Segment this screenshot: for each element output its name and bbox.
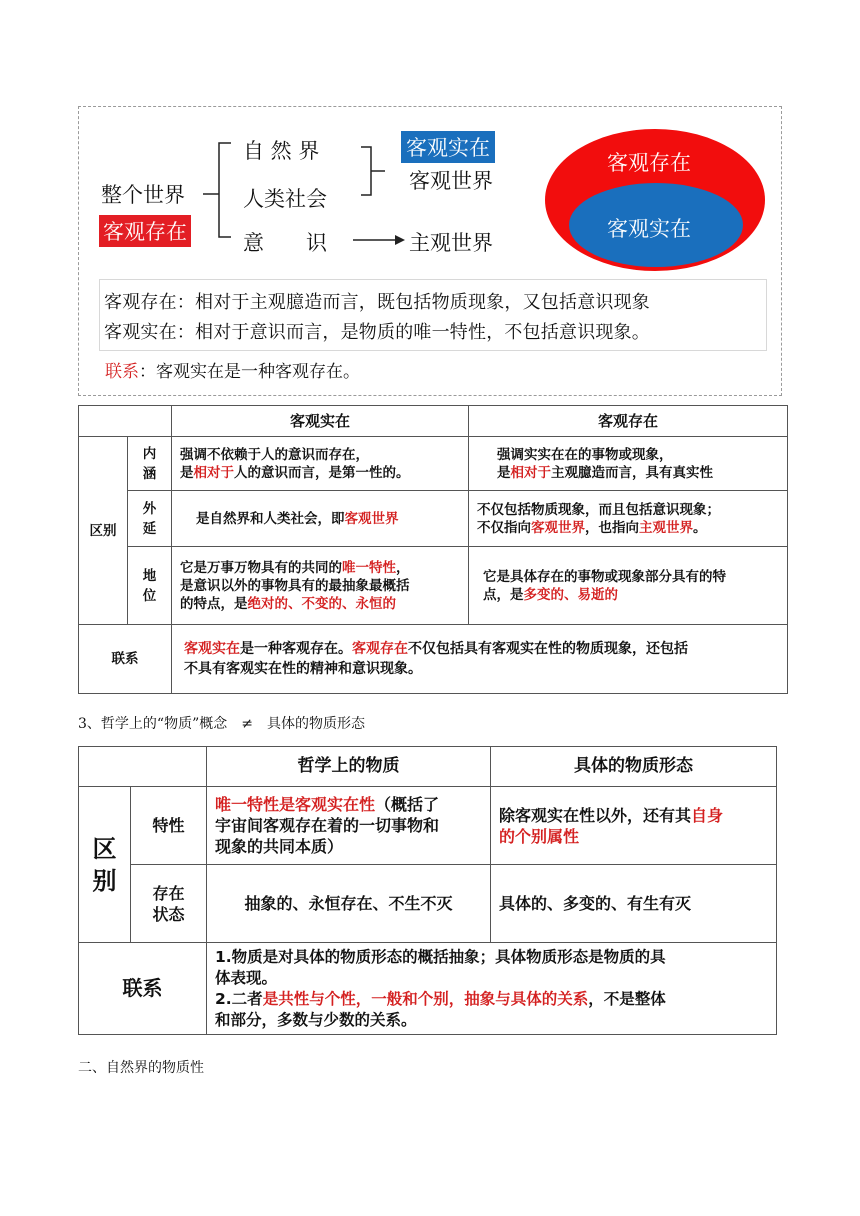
table2-group-label: 区别 <box>79 787 131 943</box>
definition-existence: 客观存在：相对于主观臆造而言，既包括物质现象，又包括意识现象 <box>104 292 650 313</box>
table1-row-label-extension: 外延 <box>128 491 172 547</box>
nature-label: 自 然 界 <box>243 139 320 163</box>
table2-philosophy-state: 抽象的、永恒存在、不生不灭 <box>207 865 491 943</box>
objective-existence-tag: 客观存在 <box>99 215 191 247</box>
whole-world-label: 整个世界 <box>101 183 185 207</box>
table2-header-philosophy: 哲学上的物质 <box>207 747 491 787</box>
table1-link-text: 客观实在是一种客观存在。客观存在不仅包括具有客观实在性的物质现象，还包括 不具有客观实在性的精神和意识现象。 <box>172 625 788 694</box>
table2-philosophy-property: 唯一特性是客观实在性（概括了 宇宙间客观存在着的一切事物和 现象的共同本质） <box>207 787 491 865</box>
human-society-label: 人类社会 <box>243 187 327 211</box>
table1-header-reality: 客观实在 <box>172 406 469 437</box>
objective-reality-tag: 客观实在 <box>401 131 495 163</box>
table1-reality-connotation: 强调不依赖于人的意识而存在， 是相对于人的意识而言，是第一性的。 <box>172 437 469 491</box>
table1-header-existence: 客观存在 <box>469 406 788 437</box>
table2-link-label: 联系 <box>79 943 207 1035</box>
link-label: 联系 <box>105 362 139 382</box>
table1-link-label: 联系 <box>79 625 172 694</box>
table2-concrete-state: 具体的、多变的、有生有灭 <box>491 865 777 943</box>
comparison-table-matter-forms <box>78 746 777 1035</box>
table2-concrete-property: 除客观实在性以外，还有其自身 的个别属性 <box>491 787 777 865</box>
comparison-table-reality-existence <box>78 405 788 694</box>
ellipse-inner-label: 客观实在 <box>607 217 691 241</box>
link-statement <box>105 357 360 382</box>
table1-existence-status: 它是具体存在的事物或现象部分具有的特 点，是多变的、易逝的 <box>469 547 788 625</box>
subjective-world-label: 主观世界 <box>409 231 493 255</box>
table1-existence-extension: 不仅包括物质现象，而且包括意识现象； 不仅指向客观世界，也指向主观世界。 <box>469 491 788 547</box>
table2-header-concrete: 具体的物质形态 <box>491 747 777 787</box>
table2-link-text: 1.物质是对具体的物质形态的概括抽象；具体物质形态是物质的具 体表现。 2.二者是共性与个性，一般和个别，抽象与具体的关系，不是整体 和部分，多数与少数的关系。 <box>207 943 777 1035</box>
table2-row-label-state: 存在状态 <box>131 865 207 943</box>
link-text: ：客观实在是一种客观存在。 <box>139 362 360 382</box>
section-heading-3: 3、哲学上的“物质”概念 ≠ 具体的物质形态 <box>78 716 365 732</box>
table1-row-label-status: 地位 <box>128 547 172 625</box>
table1-corner <box>79 406 172 437</box>
table2-row-label-property: 特性 <box>131 787 207 865</box>
objective-world-label: 客观世界 <box>409 169 493 193</box>
table1-reality-extension: 是自然界和人类社会，即客观世界 <box>172 491 469 547</box>
consciousness-label: 意 识 <box>243 231 327 255</box>
table1-group-label: 区别 <box>79 437 128 625</box>
section-heading-nature: 二、自然界的物质性 <box>78 1060 204 1076</box>
concept-diagram <box>78 106 782 396</box>
definition-box <box>99 279 767 351</box>
table1-reality-status: 它是万事万物具有的共同的唯一特性， 是意识以外的事物具有的最抽象最概括 的特点，是绝对的、不变的、永恒的 <box>172 547 469 625</box>
definition-reality: 客观实在：相对于意识而言，是物质的唯一特性，不包括意识现象。 <box>104 322 650 343</box>
table1-existence-connotation: 强调实实在在的事物或现象， 是相对于主观臆造而言，具有真实性 <box>469 437 788 491</box>
table1-row-label-connotation: 内涵 <box>128 437 172 491</box>
ellipse-outer-label: 客观存在 <box>607 151 691 175</box>
table2-corner <box>79 747 207 787</box>
